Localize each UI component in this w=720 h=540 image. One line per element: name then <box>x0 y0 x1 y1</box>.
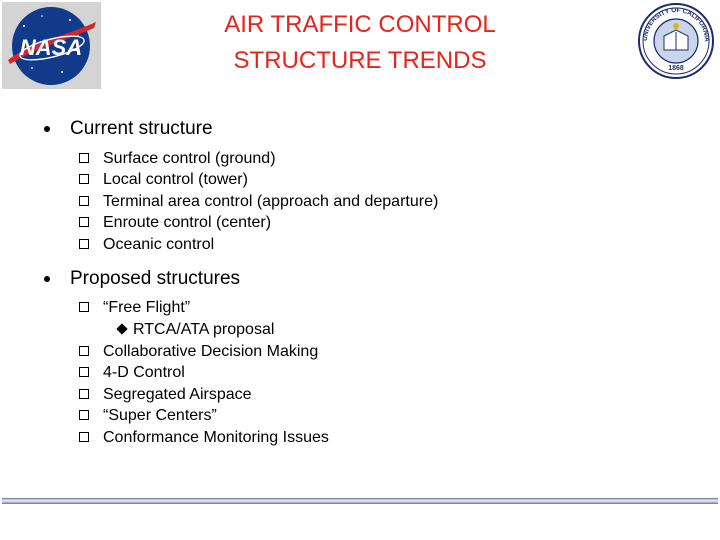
nasa-logo-text: NASA <box>19 35 83 60</box>
page-title-line-1: AIR TRAFFIC CONTROL <box>224 11 496 38</box>
list-item-text: Segregated Airspace <box>103 386 252 403</box>
seal-year: 1868 <box>668 65 684 72</box>
bullet-square-icon <box>79 432 89 442</box>
list-item-text: Oceanic control <box>103 236 215 253</box>
list-item-text: Local control (tower) <box>103 171 248 188</box>
nasa-logo-icon <box>2 2 101 89</box>
sub-list-item-text: RTCA/ATA proposal <box>133 321 275 338</box>
bullet-square-icon <box>79 302 89 312</box>
bullet-diamond-icon <box>116 323 127 334</box>
seal-ring-text: UNIVERSITY OF CALIFORNIA <box>641 6 711 42</box>
bullet-square-icon <box>79 367 89 377</box>
nasa-logo <box>2 2 101 89</box>
section-heading: Current structure <box>70 118 213 139</box>
list-item-text: “Free Flight” <box>103 299 191 316</box>
footer-divider <box>2 498 718 504</box>
bullet-square-icon <box>79 410 89 420</box>
list-item-text: Terminal area control (approach and departure) <box>103 193 439 210</box>
list-item-text: Conformance Monitoring Issues <box>103 429 329 446</box>
list-item-text: “Super Centers” <box>103 407 217 424</box>
bullet-square-icon <box>79 153 89 163</box>
page-title-line-2: STRUCTURE TRENDS <box>233 47 487 74</box>
bullet-dot-icon <box>44 276 50 282</box>
bullet-dot-icon <box>44 126 50 132</box>
bullet-square-icon <box>79 174 89 184</box>
bullet-square-icon <box>79 196 89 206</box>
bullet-square-icon <box>79 239 89 249</box>
bullet-square-icon <box>79 389 89 399</box>
list-item-text: Surface control (ground) <box>103 150 276 167</box>
bullet-square-icon <box>79 346 89 356</box>
bullet-square-icon <box>79 217 89 227</box>
list-item-text: Enroute control (center) <box>103 214 272 231</box>
list-item-text: Collaborative Decision Making <box>103 343 319 360</box>
university-seal-icon <box>636 2 716 80</box>
section-heading: Proposed structures <box>70 268 241 289</box>
list-item-text: 4-D Control <box>103 364 185 381</box>
university-seal <box>636 2 716 80</box>
